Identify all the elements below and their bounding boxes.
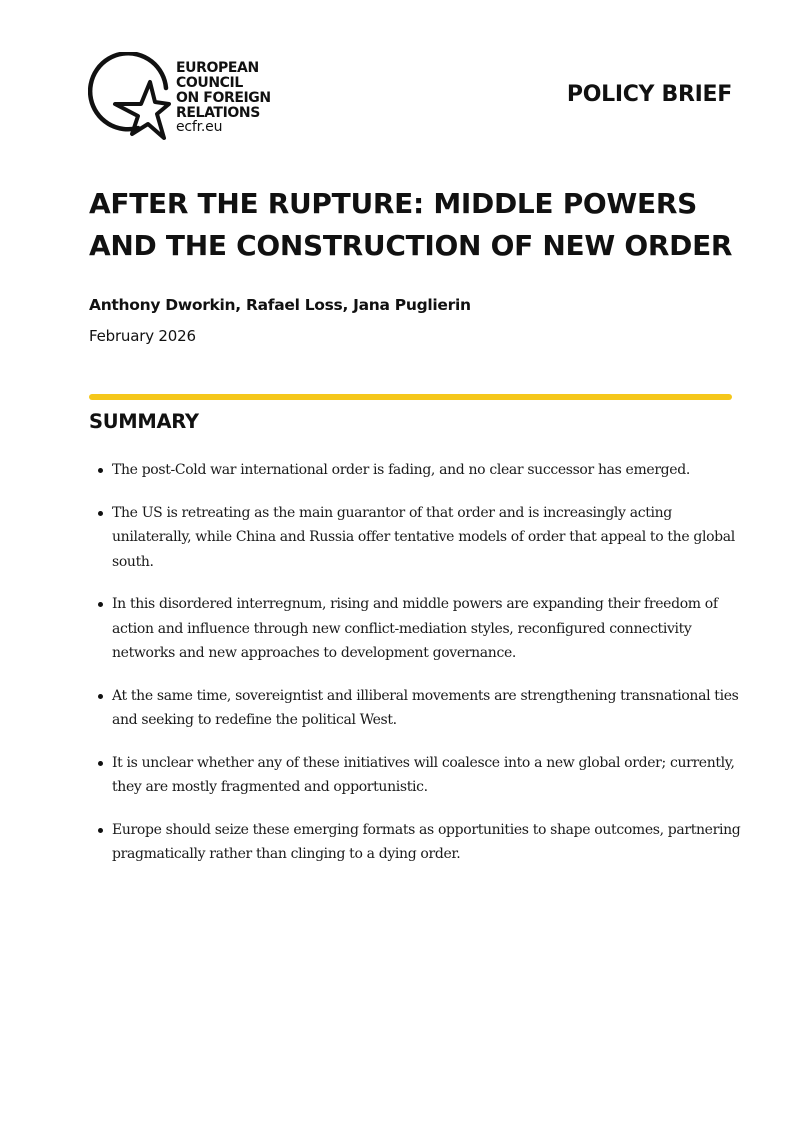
authors: Anthony Dworkin, Rafael Loss, Jana Puglierin [89, 296, 471, 314]
publication-date: February 2026 [89, 327, 196, 345]
bullet-icon [98, 511, 103, 516]
summary-item-text: At the same time, sovereigntist and illiberal movements are strengthening transnational ties and seeking to redefine the political West. [112, 687, 739, 728]
document-title [89, 183, 749, 267]
document-type-label: POLICY BRIEF [566, 82, 732, 107]
summary-list [89, 458, 749, 885]
summary-item [89, 592, 749, 666]
logo-wordmark [176, 61, 271, 121]
summary-item-text: Europe should seize these emerging formats as opportunities to shape outcomes, partnering pragmatically rather than clinging to a dying order. [112, 821, 741, 862]
summary-item [89, 501, 749, 575]
summary-item [89, 684, 749, 733]
summary-item [89, 751, 749, 800]
ecfr-logo [88, 52, 288, 148]
logo-line: COUNCIL [176, 75, 243, 91]
summary-item [89, 818, 749, 867]
logo-line: RELATIONS [176, 105, 260, 121]
section-divider [89, 394, 732, 400]
circle-star-logo-icon [88, 52, 172, 144]
summary-item-text: The US is retreating as the main guarantor of that order and is increasingly acting unilaterally, while China and Russia offer tentative models of order that appeal to the global south. [112, 504, 735, 570]
summary-heading: SUMMARY [89, 410, 199, 433]
logo-line: ON FOREIGN [176, 90, 271, 106]
title-line: AND THE CONSTRUCTION OF NEW ORDER [89, 229, 733, 262]
bullet-icon [98, 761, 103, 766]
bullet-icon [98, 828, 103, 833]
summary-item-text: The post‑Cold war international order is fading, and no clear successor has emerged. [112, 462, 690, 478]
summary-item [89, 458, 749, 483]
bullet-icon [98, 694, 103, 699]
bullet-icon [98, 602, 103, 607]
logo-line: EUROPEAN [176, 60, 259, 76]
summary-item-text: In this disordered interregnum, rising and middle powers are expanding their freedom of action and influence through new conflict-mediation styles, reconfigured connectivity networks and new approaches to development governance. [112, 596, 718, 661]
logo-url: ecfr.eu [176, 119, 223, 135]
bullet-icon [98, 468, 103, 473]
title-line: AFTER THE RUPTURE: MIDDLE POWERS [89, 187, 697, 220]
summary-item-text: It is unclear whether any of these initiatives will coalesce into a new global order; currently, they are mostly fragmented and opportunistic. [112, 754, 735, 795]
